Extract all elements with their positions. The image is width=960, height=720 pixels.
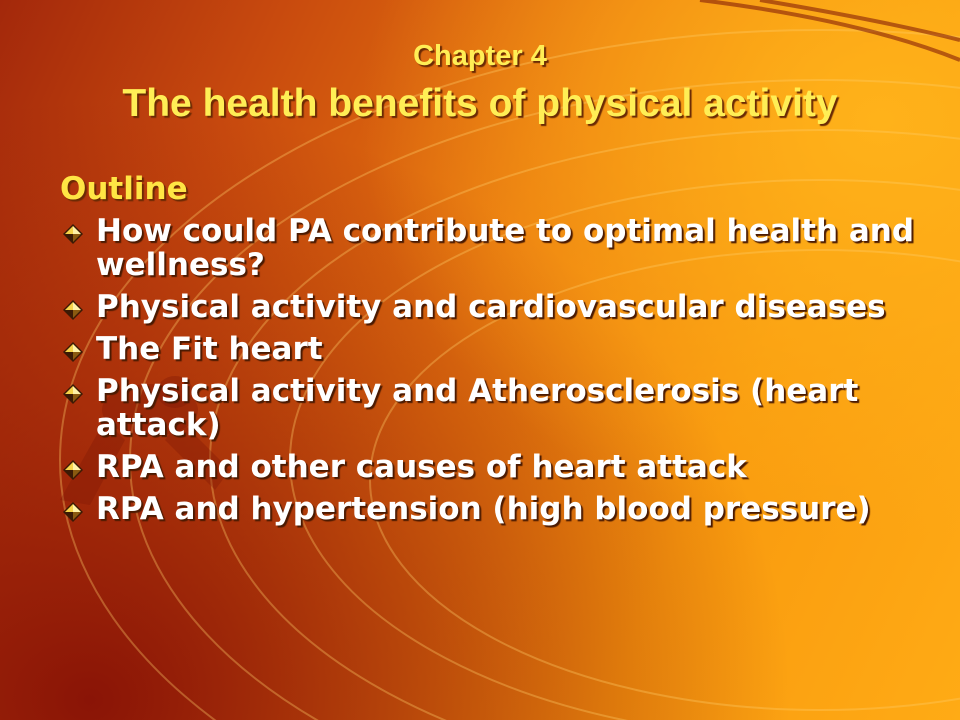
outline-item (60, 492, 930, 526)
outline-heading: Outline (60, 171, 188, 207)
outline-item-text: How could PA contribute to optimal health and wellness? (96, 213, 915, 283)
outline-item-text: The Fit heart (96, 331, 323, 367)
outline-item (60, 450, 930, 484)
outline-item (60, 214, 930, 282)
diamond-bullet-icon (62, 341, 84, 363)
outline-item-text: RPA and other causes of heart attack (96, 449, 747, 485)
outline-item (60, 332, 930, 366)
outline-item-text: Physical activity and cardiovascular diseases (96, 289, 886, 325)
diamond-bullet-icon (62, 501, 84, 523)
outline-item (60, 374, 930, 442)
outline-item-text: RPA and hypertension (high blood pressure) (96, 491, 871, 527)
diamond-bullet-icon (62, 223, 84, 245)
outline-list (60, 214, 930, 534)
diamond-bullet-icon (62, 299, 84, 321)
outline-item-text: Physical activity and Atherosclerosis (heart attack) (96, 373, 859, 443)
chapter-label: Chapter 4 (413, 40, 547, 72)
diamond-bullet-icon (62, 383, 84, 405)
diamond-bullet-icon (62, 459, 84, 481)
outline-item (60, 290, 930, 324)
slide-title: The health benefits of physical activity (122, 82, 838, 125)
